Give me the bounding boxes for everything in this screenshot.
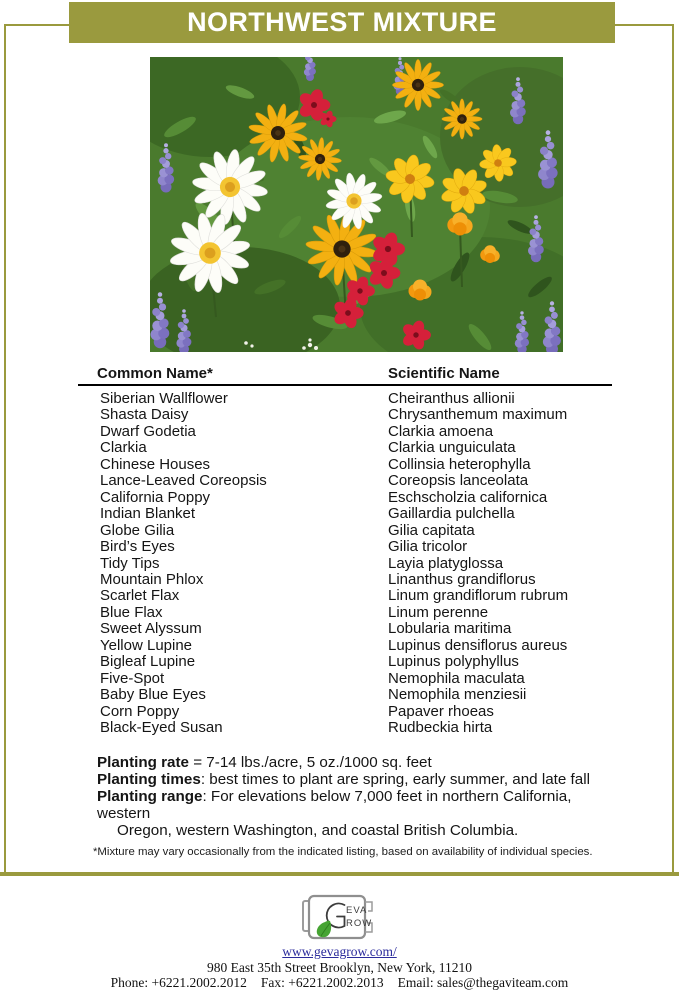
- table-row: [100, 556, 615, 572]
- planting-range-wrap-line: western: [97, 805, 151, 822]
- scientific-name-cell: Clarkia unguiculata: [388, 439, 516, 457]
- page-title: NORTHWEST MIXTURE: [187, 7, 497, 37]
- scientific-name-cell: Layia platyglossa: [388, 554, 504, 572]
- planting-times-value: : best times to plant are spring, early summer, and late fall: [200, 771, 590, 788]
- common-name-cell: Lance-Leaved Coreopsis: [100, 472, 267, 490]
- planting-range-line: [97, 788, 612, 805]
- wildflower-meadow-illustration: [150, 57, 563, 352]
- planting-info-section: [97, 754, 612, 839]
- scientific-name-cell: Nemophila menziesii: [388, 686, 527, 704]
- table-row: [100, 523, 615, 539]
- scientific-name-cell: Linanthus grandiflorus: [388, 570, 536, 588]
- scientific-name-cell: Collinsia heterophylla: [388, 455, 531, 473]
- common-name-cell: Tidy Tips: [100, 554, 160, 572]
- scientific-name-cell: Lupinus polyphyllus: [388, 653, 519, 671]
- table-row: [100, 588, 615, 604]
- common-name-cell: Sweet Alyssum: [100, 620, 202, 638]
- table-row: [100, 605, 615, 621]
- table-row: [100, 457, 615, 473]
- title-banner: [69, 2, 615, 43]
- table-row: [100, 654, 615, 670]
- common-name-cell: Shasta Daisy: [100, 406, 189, 424]
- planting-range-value: : For elevations below 7,000 feet in northern California,: [202, 788, 572, 805]
- logo-text-top: EVA: [345, 905, 367, 916]
- table-row: [100, 424, 615, 440]
- table-row: [100, 720, 615, 736]
- table-row: [100, 506, 615, 522]
- scientific-name-cell: Cheiranthus allionii: [388, 390, 515, 407]
- common-name-cell: Chinese Houses: [100, 455, 211, 473]
- common-name-cell: Bigleaf Lupine: [100, 653, 196, 671]
- email-address: Email: sales@thegaviteam.com: [397, 975, 569, 990]
- mixture-disclaimer: *Mixture may vary occasionally from the indicated listing, based on availability of individual species.: [93, 846, 593, 858]
- gevagrow-logo: [297, 892, 383, 942]
- table-row: [100, 687, 615, 703]
- scientific-name-cell: Gilia tricolor: [388, 538, 468, 556]
- scientific-name-cell: Eschscholzia californica: [388, 488, 548, 506]
- table-row: [100, 490, 615, 506]
- table-row: [100, 440, 615, 456]
- scientific-name-cell: Chrysanthemum maximum: [388, 406, 568, 424]
- planting-range-label: Planting range: [97, 788, 203, 805]
- planting-rate-line: [97, 754, 612, 771]
- contact-line: [0, 976, 679, 990]
- scientific-name-cell: Lupinus densiflorus aureus: [388, 636, 568, 654]
- footer: [0, 892, 679, 990]
- table-row: [100, 671, 615, 687]
- species-table-body: [100, 391, 615, 737]
- common-name-cell: Corn Poppy: [100, 702, 180, 720]
- table-row: [100, 621, 615, 637]
- common-name-cell: Dwarf Godetia: [100, 422, 196, 440]
- scientific-name-cell: Lobularia maritima: [388, 620, 512, 638]
- logo-text-bottom: ROW: [345, 918, 372, 929]
- common-name-cell: Five-Spot: [100, 669, 165, 687]
- common-name-cell: Black-Eyed Susan: [100, 719, 223, 737]
- phone-number: Phone: +6221.2002.2012: [110, 975, 247, 990]
- table-row: [100, 473, 615, 489]
- table-row: [100, 704, 615, 720]
- scientific-name-cell: Linum perenne: [388, 603, 489, 621]
- scientific-name-cell: Gaillardia pulchella: [388, 505, 515, 523]
- column-header-common-name: Common Name*: [97, 365, 213, 382]
- common-name-cell: Yellow Lupine: [100, 636, 193, 654]
- footer-divider-rule: [0, 872, 679, 876]
- common-name-cell: Clarkia: [100, 439, 147, 457]
- planting-range-continued-line: Oregon, western Washington, and coastal British Columbia.: [117, 822, 519, 839]
- website-link[interactable]: www.gevagrow.com/: [282, 944, 397, 959]
- fax-number: Fax: +6221.2002.2013: [260, 975, 384, 990]
- scientific-name-cell: Clarkia amoena: [388, 422, 494, 440]
- common-name-cell: Baby Blue Eyes: [100, 686, 206, 704]
- common-name-cell: Indian Blanket: [100, 505, 196, 523]
- table-row: [100, 638, 615, 654]
- table-row: [100, 391, 615, 407]
- common-name-cell: Blue Flax: [100, 603, 163, 621]
- common-name-cell: Mountain Phlox: [100, 570, 204, 588]
- wildflower-photo: [150, 57, 563, 352]
- column-header-scientific-name: Scientific Name: [388, 365, 500, 382]
- common-name-cell: Siberian Wallflower: [100, 390, 228, 407]
- planting-rate-label: Planting rate: [97, 754, 189, 771]
- table-row: [100, 407, 615, 423]
- common-name-cell: Globe Gilia: [100, 521, 175, 539]
- scientific-name-cell: Coreopsis lanceolata: [388, 472, 529, 490]
- planting-times-label: Planting times: [97, 771, 201, 788]
- scientific-name-cell: Linum grandiflorum rubrum: [388, 587, 569, 605]
- table-header-row: [97, 365, 617, 382]
- common-name-cell: Scarlet Flax: [100, 587, 180, 605]
- table-row: [100, 572, 615, 588]
- scientific-name-cell: Nemophila maculata: [388, 669, 525, 687]
- common-name-cell: California Poppy: [100, 488, 211, 506]
- planting-times-line: [97, 771, 612, 788]
- scientific-name-cell: Rudbeckia hirta: [388, 719, 493, 737]
- scientific-name-cell: Gilia capitata: [388, 521, 475, 539]
- scientific-name-cell: Papaver rhoeas: [388, 702, 494, 720]
- table-header-rule: [78, 384, 612, 386]
- address-line: 980 East 35th Street Brooklyn, New York, 11210: [207, 960, 472, 975]
- common-name-cell: Bird’s Eyes: [100, 538, 175, 556]
- planting-rate-value: = 7-14 lbs./acre, 5 oz./1000 sq. feet: [189, 754, 432, 771]
- table-row: [100, 539, 615, 555]
